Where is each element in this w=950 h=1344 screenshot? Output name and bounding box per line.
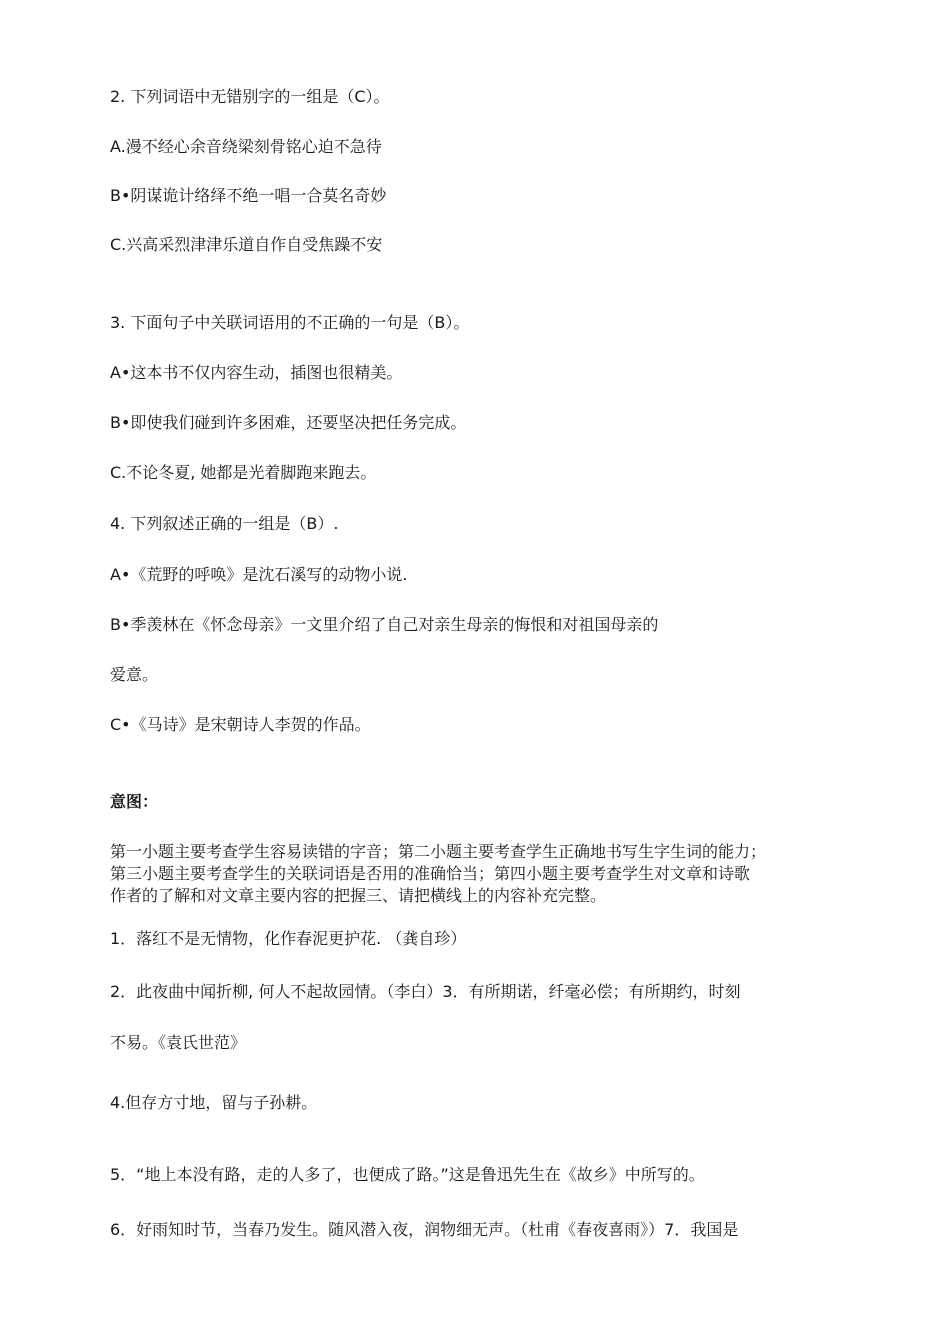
question-2-option-c: C.兴高采烈津津乐道自作自受焦躁不安 [110,235,383,254]
question-3-option-a: A•这本书不仅内容生动，插图也很精美。 [110,363,403,382]
fill-item-6-7: 6．好雨知时节，当春乃发生。随风潜入夜，润物细无声。（杜甫《春夜喜雨》）7．我国是 [110,1220,739,1239]
intent-line-1: 第一小题主要考查学生容易读错的字音；第二小题主要考查学生正确地书写生字生词的能力； [110,842,767,861]
intent-line-3: 作者的了解和对文章主要内容的把握三、请把横线上的内容补充完整。 [110,886,607,905]
fill-item-2-3: 2．此夜曲中闻折柳, 何人不起故园情。（李白）3．有所期诺，纤毫必偿；有所期约，时刻 [110,982,741,1001]
question-2-option-a: A.漫不经心余音绕梁刻骨铭心迫不急待 [110,137,382,156]
question-2-stem: 2. 下列词语中无错别字的一组是（C）。 [110,87,390,106]
question-4-stem: 4. 下列叙述正确的一组是（B）. [110,514,339,533]
question-4-option-c: C•《马诗》是宋朝诗人李贺的作品。 [110,715,371,734]
fill-item-3-continued: 不易。《袁氏世范》 [110,1033,247,1052]
fill-item-1: 1．落红不是无情物，化作春泥更护花. （龚自珍） [110,929,467,948]
question-3-option-c: C.不论冬夏, 她都是光着脚跑来跑去。 [110,463,377,482]
question-3-stem: 3. 下面句子中关联词语用的不正确的一句是（B）。 [110,313,470,332]
question-3-option-b: B•即使我们碰到许多困难，还要坚决把任务完成。 [110,413,467,432]
fill-item-5: 5．“地上本没有路，走的人多了，也便成了路。”这是鲁迅先生在《故乡》中所写的。 [110,1165,705,1184]
question-4-option-b: B•季羡林在《怀念母亲》一文里介绍了自己对亲生母亲的悔恨和对祖国母亲的 [110,615,659,634]
intent-heading: 意图： [110,792,159,811]
intent-line-2: 第三小题主要考查学生的关联词语是否用的准确恰当；第四小题主要考查学生对文章和诗歌 [110,864,751,883]
fill-item-4: 4.但存方寸地，留与子孙耕。 [110,1093,318,1112]
question-4-option-b-continued: 爱意。 [110,665,159,684]
question-2-option-b: B•阴谋诡计络绎不绝一唱一合莫名奇妙 [110,186,387,205]
question-4-option-a: A•《荒野的呼唤》是沈石溪写的动物小说. [110,565,408,584]
intent-paragraph [110,841,850,907]
